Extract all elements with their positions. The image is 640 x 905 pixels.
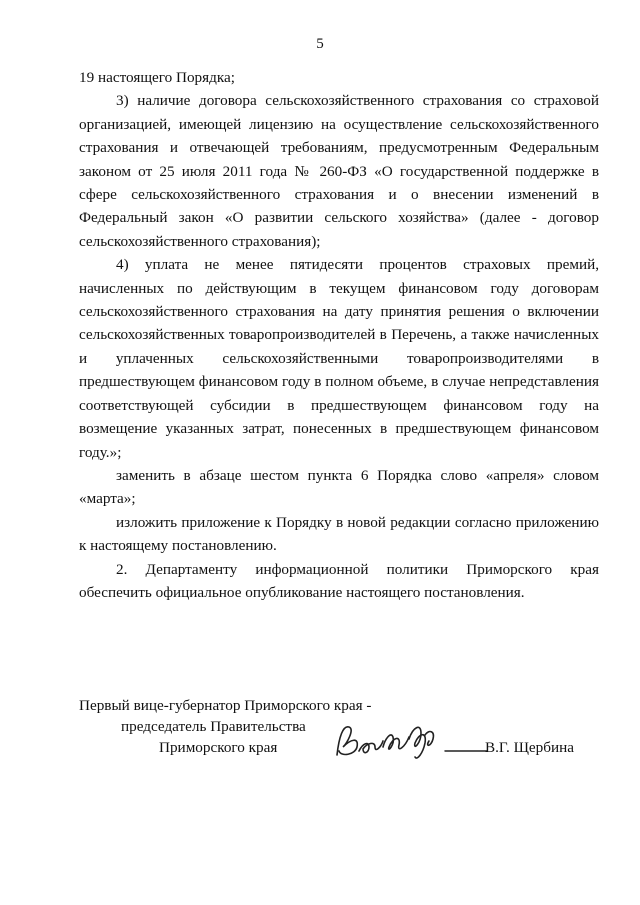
page-number: 5 [316,36,324,52]
signature-block [79,697,609,767]
document-body [79,66,599,604]
paragraph-continuation: 19 настоящего Порядка; [79,69,235,86]
signer-position-line-1: Первый вице-губернатор Приморского края - [79,697,372,714]
handwritten-signature [329,717,489,767]
signer-position-line-3: Приморского края [159,739,278,756]
signer-name: В.Г. Щербина [485,739,574,756]
signer-position-line-2: председатель Правительства [121,718,306,735]
paragraph-item-4: 4) уплата не менее пятидесяти процентов страховых премий, начисленных по действующим в текущем финансовом году договорам сельскохозяйственного страхования на дату принятия решения о включении сельскохозяйственных товаропроизводителей в Перечень, а также начисленных и уплаченных сельскохозяйственными товаропроизводителями в предшествующем финансовом году в полном объеме, в случае непредставления соответствующей субсидии в предшествующем финансовом году на возмещение указанных затрат, понесенных в предшествующем финансовом году.»; [79,256,599,461]
paragraph-item-3: 3) наличие договора сельскохозяйственного страхования со страховой организацией, имеющей лицензию на осуществление сельскохозяйственного страхования и отвечающей требованиям, предусмотренным Федеральным законом от 25 июля 2011 года № 260-ФЗ «О государственной поддержке в сфере сельскохозяйственного страхования и о внесении изменений в Федеральный закон «О развитии сельского хозяйства» (далее - договор сельскохозяйственного страхования); [79,92,599,250]
paragraph-appendix: изложить приложение к Порядку в новой редакции согласно приложению к настоящему постановлению. [79,513,599,555]
paragraph-replace-word: заменить в абзаце шестом пункта 6 Порядка слово «апреля» словом «марта»; [79,466,599,508]
paragraph-publication: 2. Департаменту информационной политики Приморского края обеспечить официальное опубликование настоящего постановления. [79,560,599,601]
